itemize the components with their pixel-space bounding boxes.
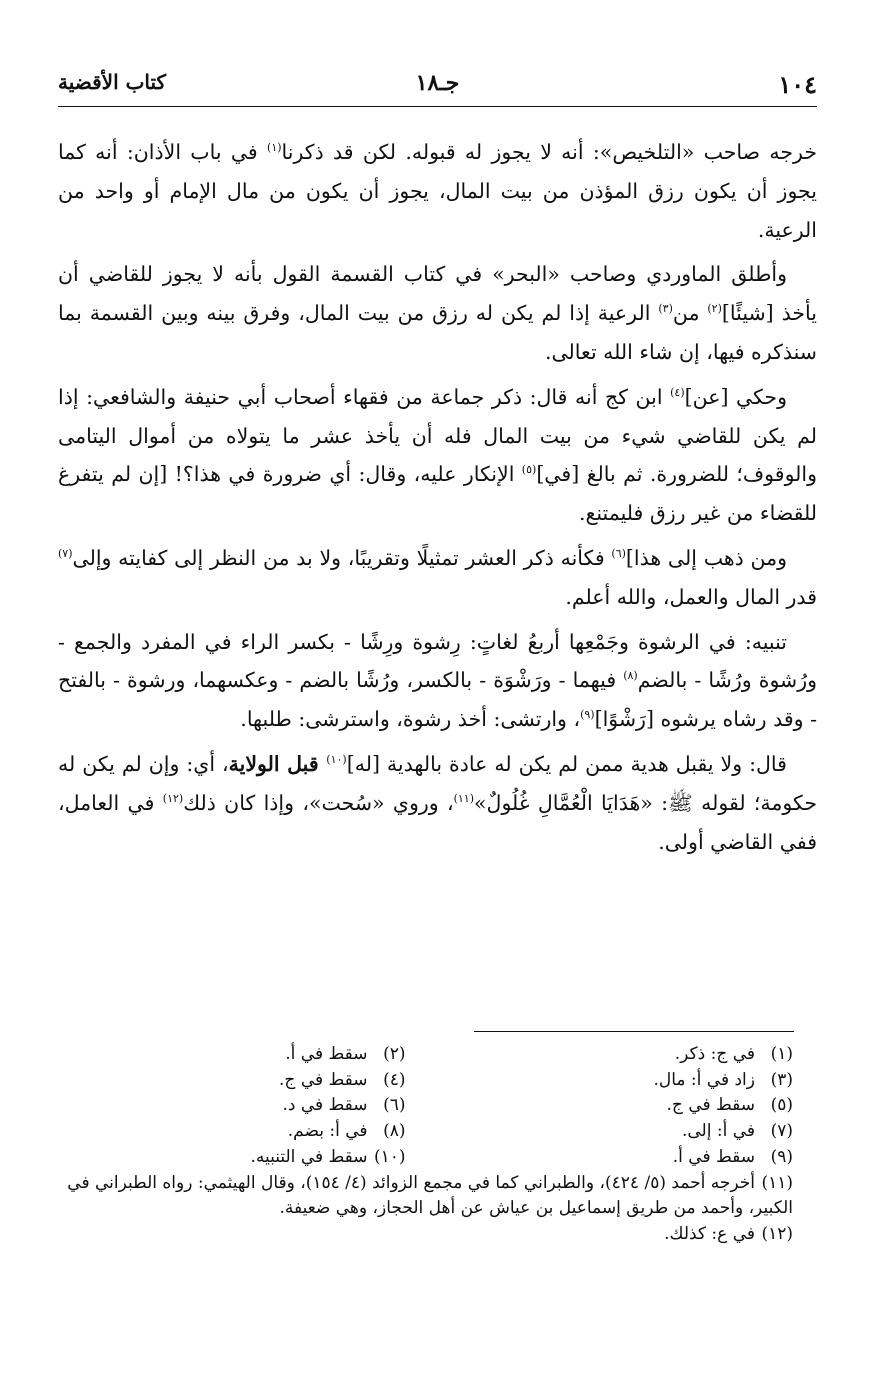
text-run: خرجه صاحب «التلخيص»: أنه لا يجوز له قبوله. لكن قد ذكرنا [281,140,817,164]
text-run: فيهما - ورَشْوَة - بالكسر، ورُشًا بالضم - وعكسهما، ورشوة - بالفتح - وقد رشاه يرشوه [رَشْوًا] [58,668,817,732]
text-run: وأطلق الماوردي وصاحب «البحر» في كتاب القسمة القول بأنه لا يجوز للقاضي أن يأخذ [شيئًا] [58,262,817,326]
footnote-marker: (٦) [611,547,626,561]
footnote-12: (١٢)في ع: كذلك. [664,1224,793,1245]
footnote-marker: (٩) [580,708,595,722]
text-run: ابن كج أنه قال: ذكر جماعة من فقهاء أصحاب أبي حنيفة والشافعي: إذا لم يكن للقاضي شيء من بيت المال فله أن يأخذ عشر ما يتولاه من أموال اليتامى والوقوف؛ للضرورة. ثم بالغ [في] [58,384,818,487]
paragraph-2 [58,255,817,371]
footnote-5: (٥)سقط في ج. [666,1095,793,1116]
text-run: ، وروي «سُحت»، وإذا كان ذلك [183,790,454,815]
footnote-11: (١١)أخرجه أحمد (٥/ ٤٢٤)، والطبراني كما في مجمع الزوائد (٤/ ١٥٤)، وقال الهيثمي: رواه الطبراني في الكبير، وأحمد من طريق إسماعيل بن عياش عن أهل الحجاز، وهي ضعيفة. [67,1173,793,1219]
text-run: ، وارتشى: أخذ رشوة، واسترشى: طلبها. [240,707,581,732]
paragraph-1 [58,133,817,249]
footnote-marker: (٤) [670,385,685,399]
footnote-9: (٩)سقط في أ. [672,1146,793,1167]
paragraph-4 [58,539,817,617]
text-run: قال: ولا يقبل هدية ممن لم يكن له عادة بالهدية [له] [346,751,787,776]
text-run: في العامل، ففي القاضي أولى. [58,790,817,854]
footnote-6: (٦)سقط في د. [282,1095,406,1116]
footnote-3: (٣)زاد في أ: مال. [653,1069,793,1090]
footnote-7: (٧)في أ: إلى. [681,1121,793,1142]
footnote-marker: (٧) [58,547,73,561]
footnote-marker: (١١) [453,791,475,805]
text-run: تنبيه: في الرشوة وجَمْعِها أربعُ لغاتٍ: رِشوة ورِشًا - بكسر الراء في المفرد والجمع - ورُشوة ورُشًا - بالضم [58,629,818,693]
footnote-marker: (٣) [658,302,673,316]
footnote-4: (٤)سقط في ج. [279,1069,406,1090]
paragraph-5 [58,623,817,739]
page-header [58,62,817,106]
text-run: فكأنه ذكر العشر تمثيلًا وتقريبًا، ولا بد من النظر إلى كفايته وإلى [72,545,612,570]
footnote-marker: (١٠) [326,753,347,767]
text-run: ، أي: وإن لم يكن له حكومة؛ لقوله ﷺ: «هَدَايَا الْعُمَّالِ غُلُولٌ» [58,751,817,815]
volume-label: جـ١٨ [415,70,460,96]
footnote-8: (٨)في أ: بضم. [287,1121,406,1142]
footnote-2: (٢)سقط في أ. [285,1044,406,1064]
footnote-separator [474,1031,794,1032]
footnote-marker: (١٢) [162,791,184,805]
book-title: كتاب الأقضية [58,70,167,94]
text-run: من [672,301,708,326]
footnote-marker: (٢) [707,302,722,316]
paragraph-6 [58,745,817,861]
header-rule [58,106,817,107]
text-run: في باب الأذان: أنه كما يجوز أن يكون رزق المؤذن من بيت المال، يجوز أن يكون من مال الإمام أو واحد من الرعية. [58,140,817,242]
footnote-marker: (٥) [521,463,537,477]
footnote-10: (١٠)سقط في التنبيه. [250,1146,406,1167]
footnotes [58,1042,793,1247]
text-run: الإنكار عليه، وقال: أي ضرورة في هذا؟! [إن لم يتفرغ للقضاء من غير رزق فليمتنع. [58,462,817,526]
text-run: وحكي [عن] [684,384,787,409]
footnote-grid [58,1042,793,1170]
page-number: ١٠٤ [778,70,817,99]
text-run: ومن ذهب إلى هذا] [625,545,787,570]
bold-text-run: قبل الولاية [228,751,327,776]
text-run: قدر المال والعمل، والله أعلم. [565,584,817,609]
footnote-marker: (١) [267,141,282,155]
paragraph-3 [58,378,817,533]
footnote-1: (١)في ج: ذكر. [674,1044,793,1064]
text-run: الرعية إذا لم يكن له رزق من بيت المال، وفرق بينه وبين القسمة بما سنذكره فيها، إن شاء الله تعالى. [58,301,817,364]
main-text [58,133,817,867]
footnote-marker: (٨) [623,669,638,683]
